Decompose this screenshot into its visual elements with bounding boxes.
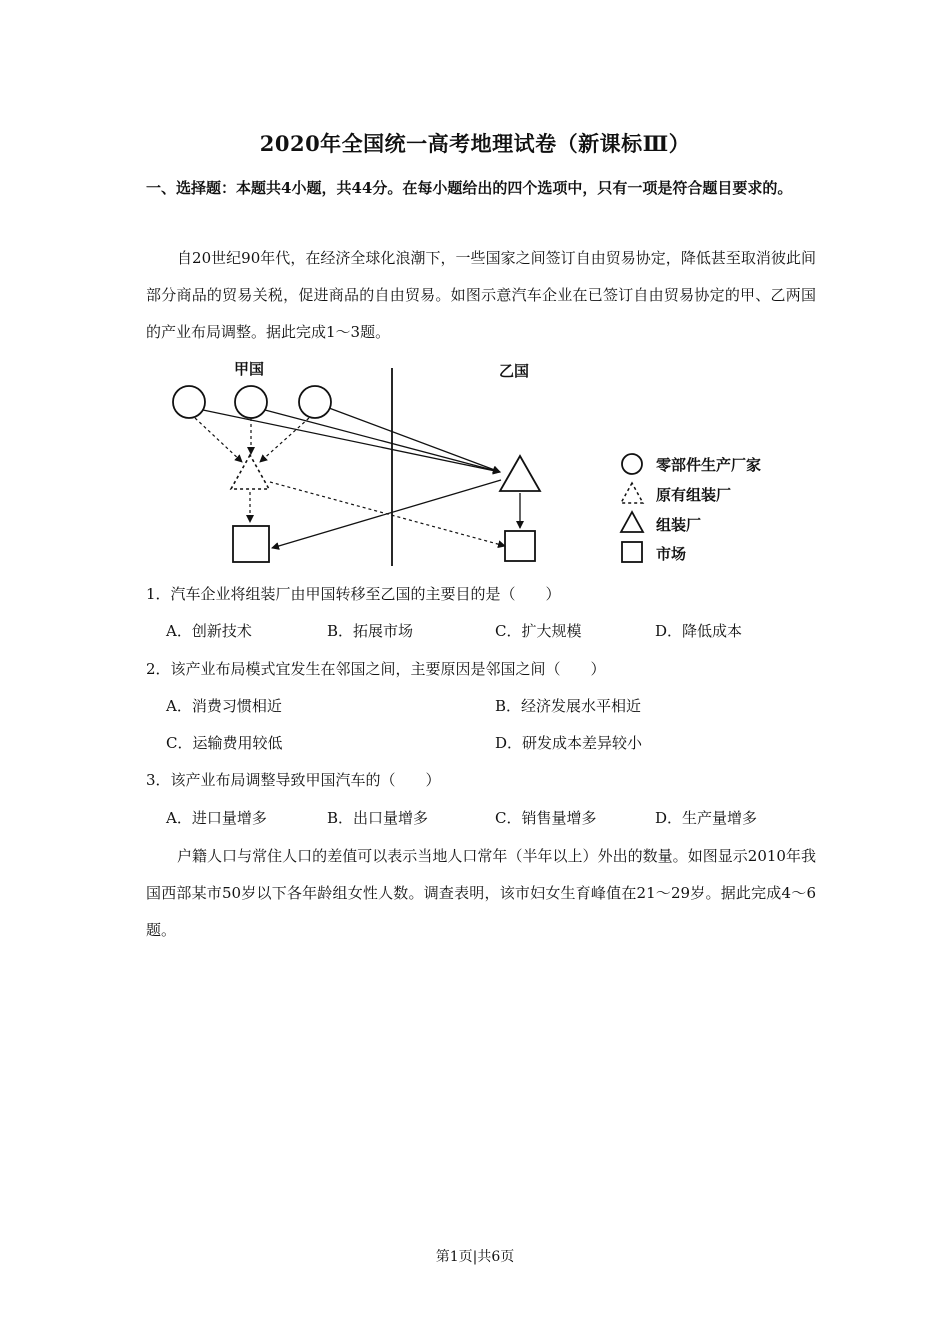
answer-option[interactable]: C．运输费用较低 (166, 734, 283, 752)
diagram-legend (621, 454, 761, 563)
section-heading: 一、选择题：本题共4小题，共44分。在每小题给出的四个选项中，只有一项是符合题目要求的。 (146, 179, 793, 197)
solid-arrow (272, 480, 501, 548)
answer-option[interactable]: D．生产量增多 (655, 809, 758, 827)
circle-icon (622, 454, 642, 474)
answer-option[interactable]: A．消费习惯相近 (166, 697, 282, 715)
solid-arrow (203, 410, 500, 472)
page-title: 2020年全国统一高考地理试卷（新课标Ⅲ） (259, 131, 691, 156)
answer-option[interactable]: B．经济发展水平相近 (495, 697, 642, 715)
country-b-label: 乙国 (499, 362, 530, 380)
answer-option[interactable]: B．出口量增多 (327, 809, 429, 827)
parts-factory-icon (299, 386, 331, 418)
solid-arrow (329, 408, 500, 472)
passage-2: 户籍人口与常住人口的差值可以表示当地人口常年（半年以上）外出的数量。如图显示2010年我国西部某市50岁以下各年龄组女性人数。调查表明，该市妇女生育峰值在21～29岁。据此完成4～6题。 (146, 847, 816, 939)
answer-option[interactable]: A．进口量增多 (166, 809, 267, 827)
market-b-icon (505, 531, 535, 561)
dashed-arrow (260, 418, 309, 462)
legend-label: 市场 (656, 545, 687, 563)
answer-option[interactable]: B．拓展市场 (327, 622, 414, 640)
dashed-triangle-icon (621, 483, 643, 503)
parts-factory-icon (235, 386, 267, 418)
country-a-label: 甲国 (234, 360, 265, 378)
answer-option[interactable]: D．研发成本差异较小 (495, 734, 643, 752)
question-stem: 1．汽车企业将组装厂由甲国转移至乙国的主要目的是（ ） (146, 585, 561, 603)
page-footer: 第1页|共6页 (435, 1249, 515, 1265)
original-assembly-plant-icon (231, 455, 269, 489)
assembly-plant-icon (500, 456, 540, 491)
square-icon (622, 542, 642, 562)
answer-option[interactable]: D．降低成本 (655, 622, 743, 640)
parts-factory-icon (173, 386, 205, 418)
market-a-icon (233, 526, 269, 562)
question-stem: 3．该产业布局调整导致甲国汽车的（ ） (146, 771, 441, 789)
passage-1: 自20世纪90年代，在经济全球化浪潮下，一些国家之间签订自由贸易协定，降低甚至取消彼此间部分商品的贸易关税，促进商品的自由贸易。如图示意汽车企业在已签订自由贸易协定的甲、乙两国的产业布局调整。据此完成1～3题。 (146, 249, 816, 341)
legend-label: 原有组装厂 (656, 486, 732, 504)
answer-option[interactable]: A．创新技术 (166, 622, 252, 640)
answer-option[interactable]: C．扩大规模 (495, 622, 582, 640)
industry-layout-diagram (160, 352, 820, 577)
solid-arrow (265, 410, 500, 472)
legend-label: 零部件生产厂家 (656, 456, 762, 474)
answer-option[interactable]: C．销售量增多 (495, 809, 597, 827)
question-stem: 2．该产业布局模式宜发生在邻国之间，主要原因是邻国之间（ ） (146, 660, 606, 678)
triangle-icon (621, 512, 643, 532)
legend-label: 组装厂 (656, 516, 702, 534)
dashed-arrow (195, 418, 242, 462)
